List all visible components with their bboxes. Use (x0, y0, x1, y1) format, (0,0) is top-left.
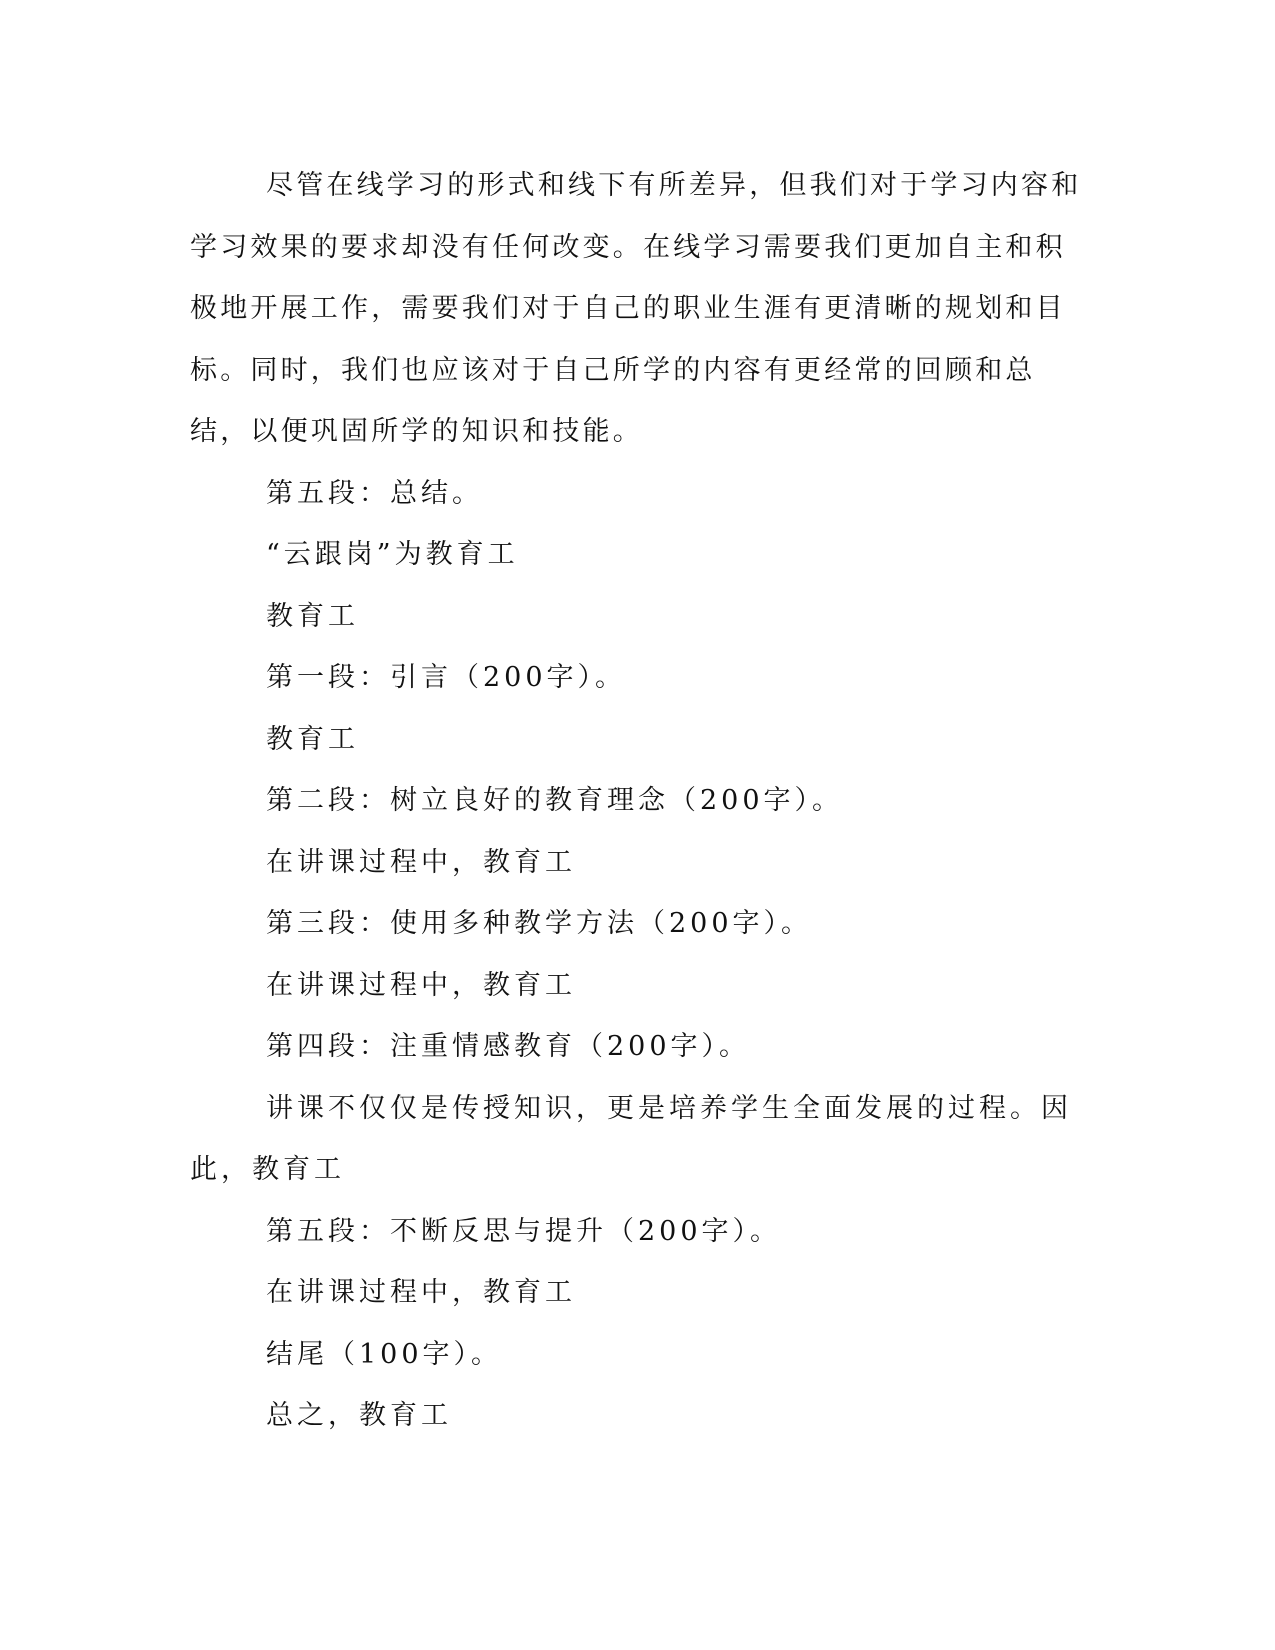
body-paragraph: 在讲课过程中，教育工 (266, 969, 576, 1001)
body-paragraph: 总之，教育工 (266, 1400, 452, 1431)
body-paragraph: 在讲课过程中，教育工 (266, 846, 576, 878)
section-heading: 第四段：注重情感教育（200字）。 (266, 1031, 751, 1062)
document-body (190, 155, 1090, 1447)
body-paragraph: 尽管在线学习的形式和线下有所差异，但我们对于学习内容和学习效果的要求却没有任何改变。在线学习需要我们更加自主和积极地开展工作，需要我们对于自己的职业生涯有更清晰的规划和目标。同时，我们也应该对于自己所学的内容有更经常的回顾和总结，以便巩固所学的知识和技能。 (190, 170, 1082, 447)
section-heading: 第五段：总结。 (266, 477, 483, 509)
section-heading: 第五段：不断反思与提升（200字）。 (266, 1215, 782, 1247)
section-heading: 第二段：树立良好的教育理念（200字）。 (266, 785, 844, 816)
section-heading: 第三段：使用多种教学方法（200字）。 (266, 908, 813, 939)
body-paragraph: “云跟岗”为教育工 (266, 539, 519, 570)
body-paragraph: 在讲课过程中，教育工 (266, 1277, 576, 1308)
section-heading: 第一段：引言（200字）。 (266, 662, 627, 693)
body-paragraph: 教育工 (266, 600, 359, 632)
body-paragraph: 讲课不仅仅是传授知识，更是培养学生全面发展的过程。因此，教育工 (190, 1092, 1072, 1185)
section-heading: 结尾（100字）。 (266, 1338, 503, 1370)
body-paragraph: 教育工 (266, 723, 359, 755)
